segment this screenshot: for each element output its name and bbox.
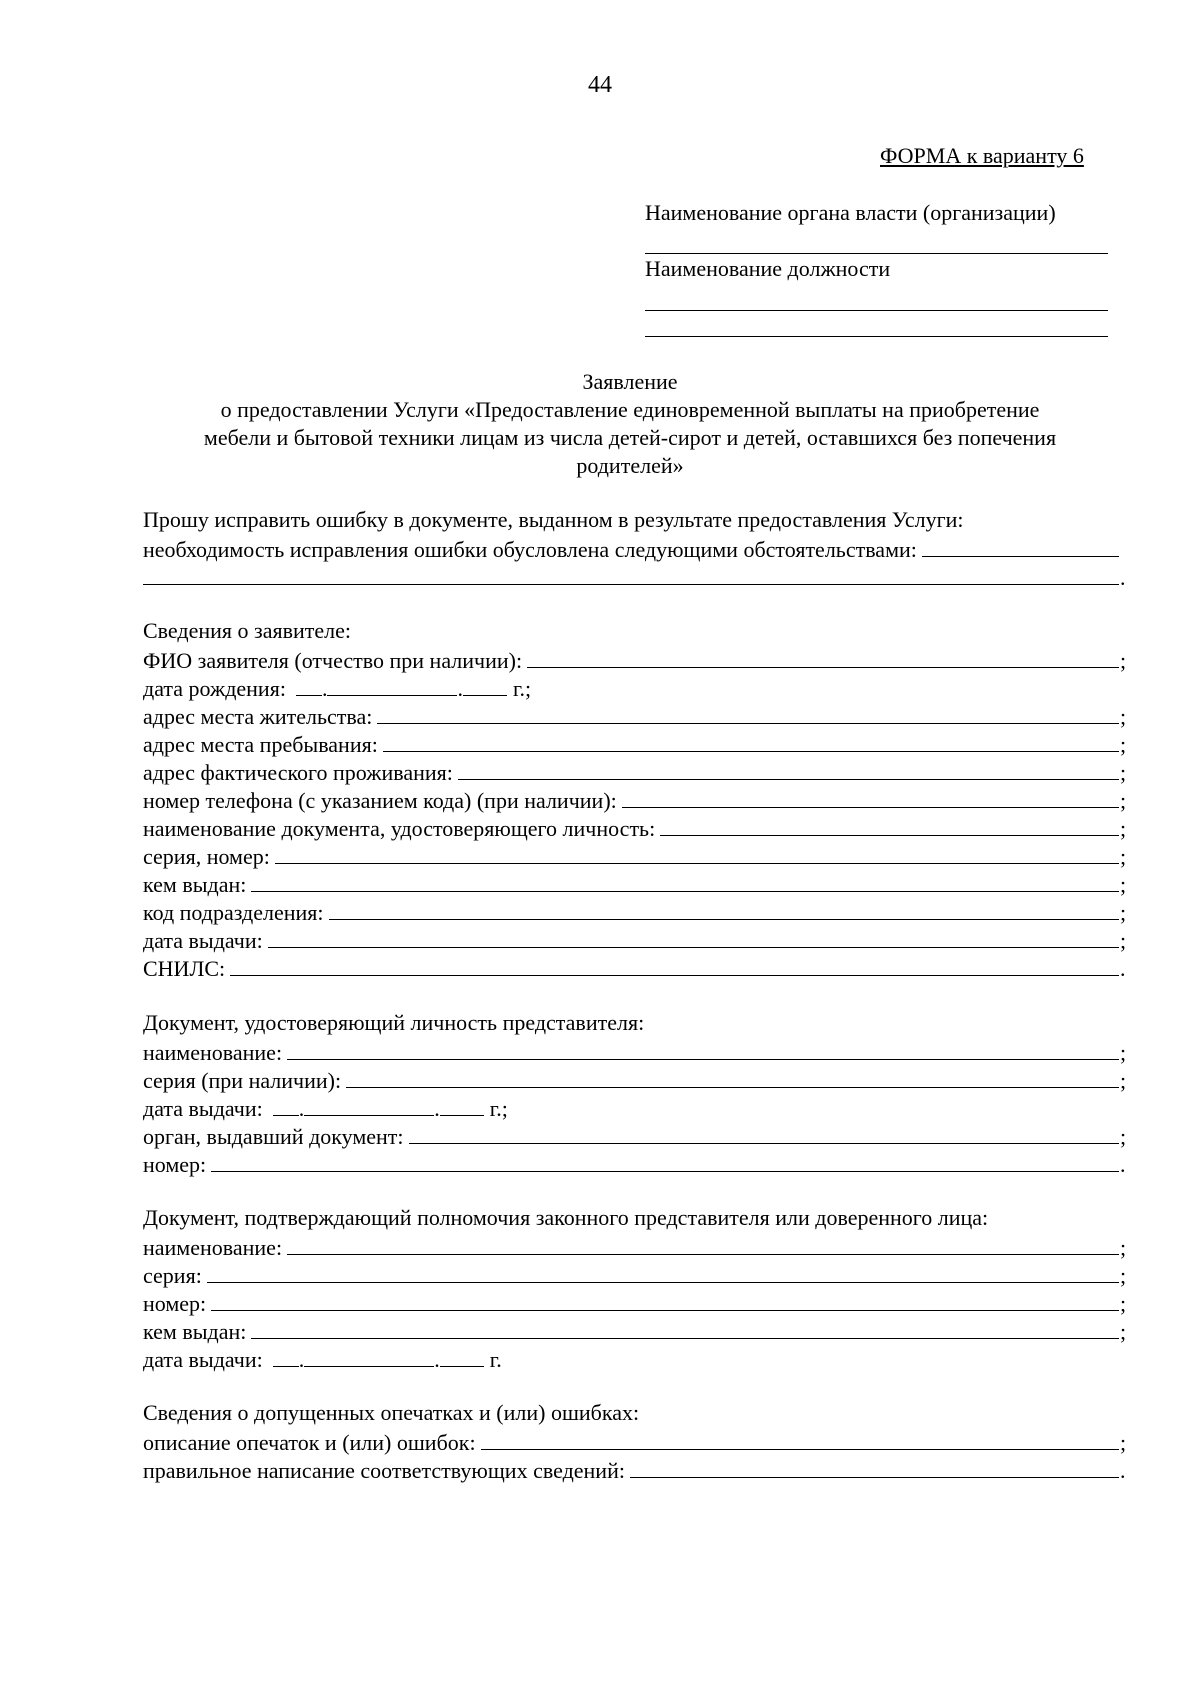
- semicolon-mark: ;: [1120, 816, 1127, 841]
- period-mark: .: [1120, 956, 1126, 981]
- dot-mark: .: [298, 1096, 305, 1121]
- rep-series-row: [143, 1065, 1130, 1093]
- dot-mark: .: [434, 1096, 440, 1121]
- dot-mark: .: [457, 676, 463, 701]
- semicolon-mark: ;: [1120, 844, 1127, 869]
- semicolon-mark: ;: [1120, 1319, 1127, 1344]
- fio-label: ФИО заявителя (отчество при наличии):: [143, 648, 523, 673]
- semicolon-mark: ;: [1120, 900, 1127, 925]
- correct-spelling-label: правильное написание соответствующих сведений:: [143, 1458, 625, 1483]
- stay-row: [143, 729, 1130, 757]
- division-code-row: [143, 897, 1130, 925]
- auth-name-field[interactable]: [287, 1234, 1119, 1255]
- intro-line-2-text: необходимость исправления ошибки обусловлена следующими обстоятельствами:: [143, 537, 917, 562]
- rep-series-label: серия (при наличии):: [143, 1068, 342, 1093]
- dot-mark: .: [434, 1347, 440, 1372]
- rep-name-label: наименование:: [143, 1040, 283, 1065]
- rep-id-heading: Документ, удостоверяющий личность представителя:: [143, 1010, 645, 1035]
- auth-series-row: [143, 1260, 1130, 1288]
- issue-date-field[interactable]: [268, 927, 1119, 948]
- auth-issue-month-field[interactable]: [304, 1346, 434, 1367]
- position-label: Наименование должности: [645, 256, 891, 281]
- auth-name-label: наименование:: [143, 1235, 283, 1260]
- rep-issue-year-field[interactable]: [440, 1095, 484, 1116]
- period-mark: .: [1120, 565, 1126, 590]
- semicolon-mark: ;: [1120, 648, 1127, 673]
- actual-field[interactable]: [458, 759, 1119, 780]
- semicolon-mark: ;: [1120, 760, 1127, 785]
- division-code-label: код подразделения:: [143, 900, 324, 925]
- title-line-4: родителей»: [576, 453, 684, 478]
- auth-series-label: серия:: [143, 1263, 202, 1288]
- semicolon-mark: ;: [1120, 872, 1127, 897]
- series-number-label: серия, номер:: [143, 844, 270, 869]
- issued-by-field[interactable]: [251, 871, 1119, 892]
- intro-line-2: [143, 534, 1130, 562]
- auth-issue-year-field[interactable]: [440, 1346, 484, 1367]
- issued-by-row: [143, 869, 1130, 897]
- page-number: 44: [588, 72, 612, 98]
- rep-name-field[interactable]: [287, 1039, 1119, 1060]
- rep-issue-date-label: дата выдачи:: [143, 1096, 263, 1121]
- dot-mark: .: [321, 676, 328, 701]
- circumstances-field-cont[interactable]: [143, 564, 1119, 585]
- id-doc-row: [143, 813, 1130, 841]
- rep-series-field[interactable]: [346, 1067, 1119, 1088]
- rep-issue-month-field[interactable]: [304, 1095, 434, 1116]
- position-line-2[interactable]: [645, 336, 1108, 337]
- rep-issuer-field[interactable]: [409, 1123, 1119, 1144]
- auth-series-field[interactable]: [207, 1262, 1119, 1283]
- snils-row: [143, 953, 1130, 981]
- semicolon-mark: ;: [1120, 704, 1127, 729]
- auth-issue-day-field[interactable]: [273, 1346, 299, 1367]
- org-line[interactable]: [645, 253, 1108, 254]
- semicolon-mark: ;: [1120, 788, 1127, 813]
- semicolon-mark: ;: [1120, 1124, 1127, 1149]
- residence-field[interactable]: [377, 703, 1119, 724]
- auth-name-row: [143, 1232, 1130, 1260]
- error-description-row: [143, 1427, 1130, 1455]
- fio-row: [143, 645, 1130, 673]
- semicolon-mark: ;: [1120, 1235, 1127, 1260]
- auth-issued-by-field[interactable]: [251, 1318, 1119, 1339]
- residence-row: [143, 701, 1130, 729]
- id-doc-field[interactable]: [660, 815, 1119, 836]
- authority-heading: Документ, подтверждающий полномочия законного представителя или доверенного лица:: [143, 1205, 989, 1230]
- auth-issue-date-row: [143, 1344, 502, 1372]
- semicolon-mark: ;: [1120, 1430, 1127, 1455]
- auth-issued-by-row: [143, 1316, 1130, 1344]
- phone-label: номер телефона (с указанием кода) (при наличии):: [143, 788, 617, 813]
- auth-issued-by-label: кем выдан:: [143, 1319, 247, 1344]
- semicolon-mark: ;: [1120, 1291, 1127, 1316]
- rep-issuer-label: орган, выдавший документ:: [143, 1124, 404, 1149]
- dot-mark: .: [298, 1347, 305, 1372]
- intro-line-1: Прошу исправить ошибку в документе, выданном в результате предоставления Услуги:: [143, 507, 964, 532]
- title-line-1: Заявление: [582, 369, 678, 394]
- rep-name-row: [143, 1037, 1130, 1065]
- issued-by-label: кем выдан:: [143, 872, 247, 897]
- rep-issuer-row: [143, 1121, 1130, 1149]
- fio-field[interactable]: [527, 647, 1119, 668]
- error-description-label: описание опечаток и (или) ошибок:: [143, 1430, 476, 1455]
- year-mark: г.;: [512, 676, 532, 701]
- intro-line-3: [143, 562, 1130, 590]
- correct-spelling-field[interactable]: [630, 1457, 1119, 1478]
- rep-number-label: номер:: [143, 1152, 207, 1177]
- form-label: ФОРМА к варианту 6: [880, 143, 1084, 168]
- errors-heading: Сведения о допущенных опечатках и (или) ошибках:: [143, 1400, 640, 1425]
- series-number-field[interactable]: [275, 843, 1119, 864]
- semicolon-mark: ;: [1120, 928, 1127, 953]
- circumstances-field[interactable]: [922, 536, 1119, 557]
- birth-year-field[interactable]: [463, 675, 507, 696]
- snils-field[interactable]: [230, 955, 1119, 976]
- rep-issue-day-field[interactable]: [273, 1095, 299, 1116]
- auth-issue-date-label: дата выдачи:: [143, 1347, 263, 1372]
- title-line-2: о предоставлении Услуги «Предоставление единовременной выплаты на приобретение: [220, 397, 1040, 422]
- residence-label: адрес места жительства:: [143, 704, 373, 729]
- year-mark: г.;: [489, 1096, 508, 1121]
- birth-month-field[interactable]: [327, 675, 457, 696]
- rep-number-row: [143, 1149, 1130, 1177]
- period-mark: .: [1120, 1458, 1126, 1483]
- correct-spelling-row: [143, 1455, 1130, 1483]
- phone-row: [143, 785, 1130, 813]
- phone-field[interactable]: [622, 787, 1119, 808]
- stay-field[interactable]: [383, 731, 1119, 752]
- document-title: [140, 368, 1120, 480]
- applicant-heading: Сведения о заявителе:: [143, 618, 352, 643]
- series-number-row: [143, 841, 1130, 869]
- auth-number-label: номер:: [143, 1291, 207, 1316]
- error-description-field[interactable]: [481, 1429, 1119, 1450]
- birth-day-field[interactable]: [296, 675, 322, 696]
- actual-row: [143, 757, 1130, 785]
- id-doc-label: наименование документа, удостоверяющего личность:: [143, 816, 656, 841]
- semicolon-mark: ;: [1120, 732, 1127, 757]
- title-line-3: мебели и бытовой техники лицам из числа детей-сирот и детей, оставшихся без попечения: [203, 425, 1057, 450]
- snils-label: СНИЛС:: [143, 956, 226, 981]
- period-mark: .: [1120, 1152, 1126, 1177]
- semicolon-mark: ;: [1120, 1263, 1127, 1288]
- division-code-field[interactable]: [329, 899, 1119, 920]
- birth-date-label: дата рождения:: [143, 676, 286, 701]
- semicolon-mark: ;: [1120, 1068, 1127, 1093]
- actual-label: адрес фактического проживания:: [143, 760, 453, 785]
- stay-label: адрес места пребывания:: [143, 732, 378, 757]
- rep-number-field[interactable]: [211, 1151, 1119, 1172]
- rep-issue-date-row: [143, 1093, 508, 1121]
- position-line-1[interactable]: [645, 310, 1108, 311]
- issue-date-label: дата выдачи:: [143, 928, 263, 953]
- auth-number-field[interactable]: [211, 1290, 1119, 1311]
- year-mark: г.: [489, 1347, 502, 1372]
- semicolon-mark: ;: [1120, 1040, 1127, 1065]
- auth-number-row: [143, 1288, 1130, 1316]
- issue-date-row: [143, 925, 1130, 953]
- org-label: Наименование органа власти (организации): [645, 200, 1056, 225]
- birth-date-row: [143, 673, 531, 701]
